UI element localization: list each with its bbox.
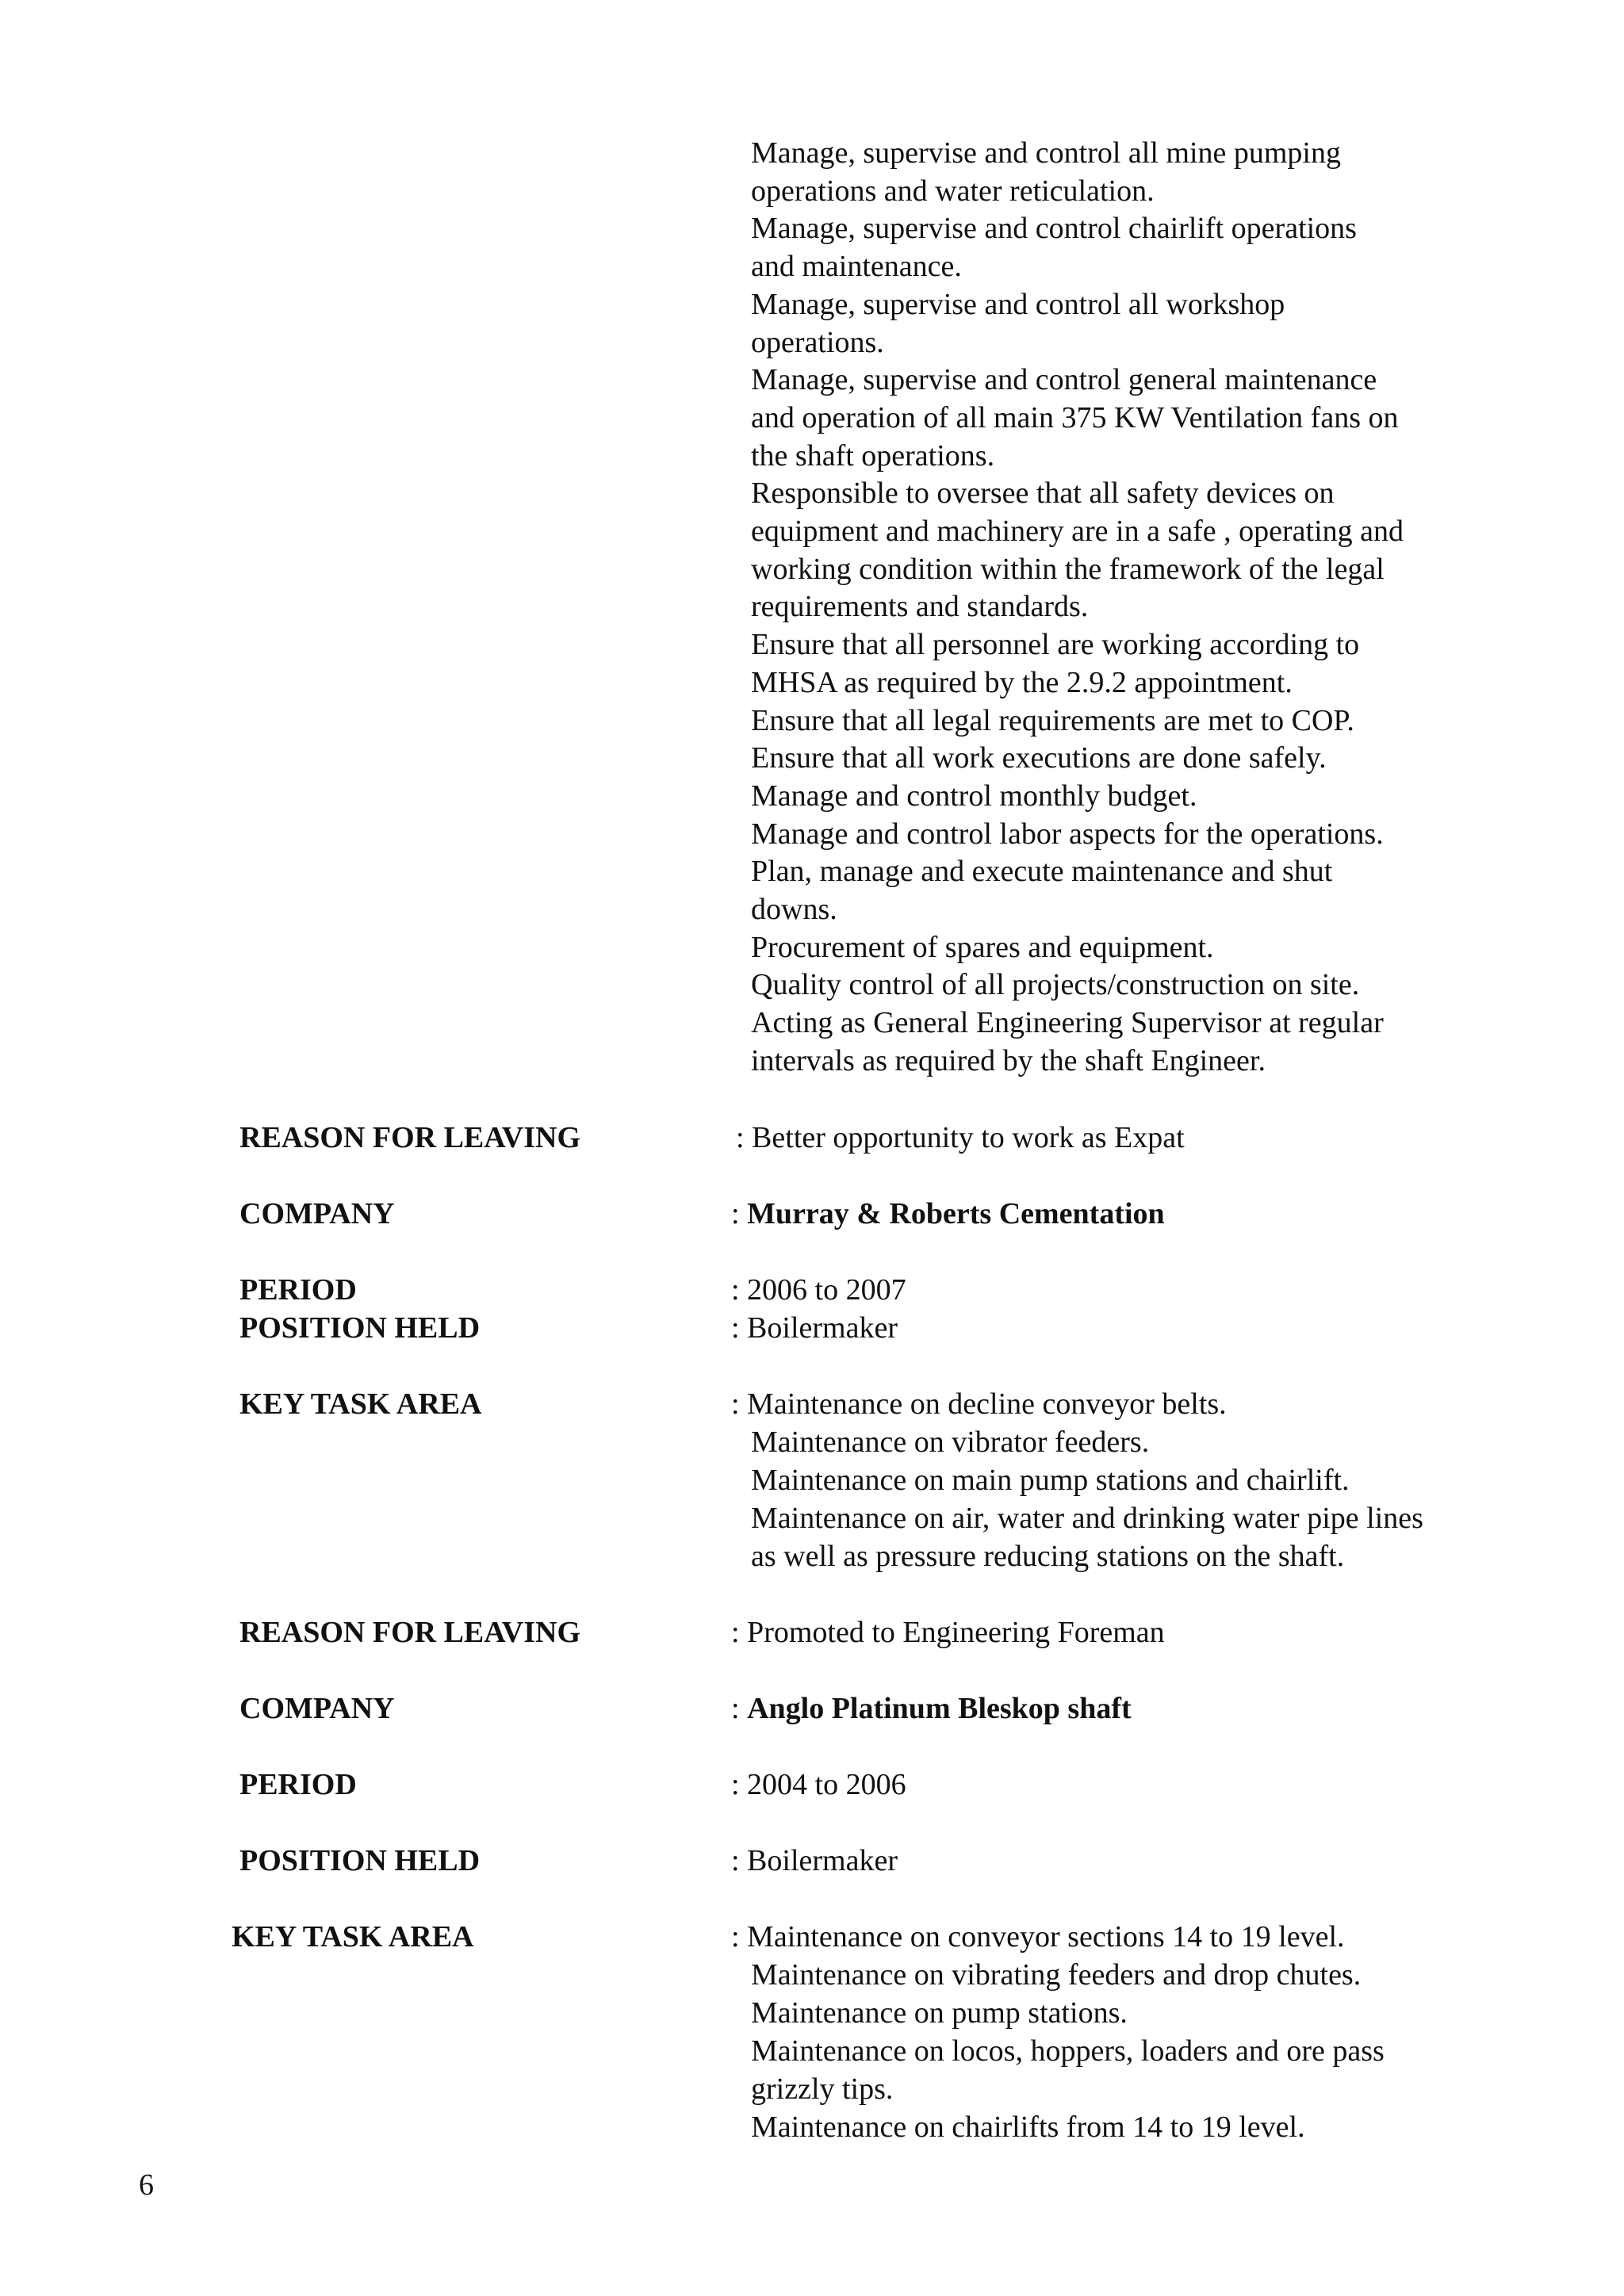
duty-line: Responsible to oversee that all safety devices on [751,476,1335,511]
period-label: PERIOD [239,1273,357,1307]
key-task-line: Maintenance on locos, hoppers, loaders and ore pass [751,2034,1385,2068]
company-value-murray [731,1196,1165,1234]
duty-line: Plan, manage and execute maintenance and shut [751,855,1333,889]
duty-line: the shaft operations. [751,438,995,473]
company-value-anglo [731,1690,1132,1728]
key-task-line: as well as pressure reducing stations on the shaft. [751,1540,1345,1573]
duty-line: Acting as General Engineering Supervisor at regular [751,1006,1384,1040]
reason-for-leaving-value: : Better opportunity to work as Expat [736,1121,1185,1154]
duty-line: Manage, supervise and control chairlift operations [751,212,1357,246]
duty-line: operations. [751,325,884,359]
key-task-line: Maintenance on main pump stations and chairlift. [751,1464,1350,1497]
reason-for-leaving-label: REASON FOR LEAVING [239,1121,581,1154]
duty-line: Procurement of spares and equipment. [751,930,1214,964]
duty-line: Ensure that all work executions are done safely. [751,741,1327,775]
company-label: COMPANY [239,1692,395,1725]
duty-line: and maintenance. [751,250,962,284]
key-task-line: Maintenance on chairlifts from 14 to 19 level. [751,2110,1305,2144]
key-task-line: grizzly tips. [751,2072,894,2106]
company-label: COMPANY [239,1197,395,1230]
page-number: 6 [139,2168,154,2202]
duties-list-top [751,135,1404,1081]
key-task-area-label: KEY TASK AREA [239,1387,482,1421]
company-name: Murray & Roberts Cementation [747,1197,1165,1230]
duty-line: requirements and standards. [751,590,1089,624]
key-task-line: Maintenance on vibrating feeders and drop chutes. [751,1958,1362,1992]
position-value-anglo: : Boilermaker [731,1844,898,1877]
duty-line: equipment and machinery are in a safe , operating and [751,515,1404,549]
duty-line: MHSA as required by the 2.9.2 appointment. [751,665,1293,699]
duty-line: Manage, supervise and control general maintenance [751,363,1377,397]
key-task-area-label: KEY TASK AREA [232,1920,474,1954]
duty-line: Manage and control monthly budget. [751,779,1197,813]
company-name: Anglo Platinum Bleskop shaft [747,1692,1132,1725]
key-task-line: Maintenance on pump stations. [751,1996,1128,2030]
duty-line: operations and water reticulation. [751,174,1155,208]
reason-for-leaving-value-murray: : Promoted to Engineering Foreman [731,1616,1165,1649]
position-value-murray: : Boilermaker [731,1311,898,1345]
duty-line: and operation of all main 375 KW Ventilation fans on [751,400,1399,434]
key-task-first-murray: : Maintenance on decline conveyor belts. [731,1387,1227,1421]
duty-line: Manage and control labor aspects for the operations. [751,817,1384,851]
duty-line: Manage, supervise and control all mine pumping [751,136,1341,170]
duty-line: downs. [751,893,837,927]
position-held-label: POSITION HELD [239,1844,481,1877]
duty-line: Quality control of all projects/construction on site. [751,968,1360,1002]
company-prefix: : [731,1197,748,1230]
period-value-murray: : 2006 to 2007 [731,1273,906,1307]
duty-line: Manage, supervise and control all workshop [751,287,1285,321]
company-prefix: : [731,1692,748,1725]
duty-line: working condition within the framework of the legal [751,552,1385,586]
position-held-label: POSITION HELD [239,1311,481,1345]
key-task-first-anglo: : Maintenance on conveyor sections 14 to 19 level. [731,1920,1345,1954]
period-label: PERIOD [239,1768,357,1801]
reason-for-leaving-label: REASON FOR LEAVING [239,1616,581,1649]
key-task-line: Maintenance on air, water and drinking water pipe lines [751,1502,1423,1535]
duty-line: Ensure that all personnel are working according to [751,628,1360,662]
duty-line: intervals as required by the shaft Engineer. [751,1043,1266,1077]
duty-line: Ensure that all legal requirements are met to COP. [751,703,1354,737]
period-value-anglo: : 2004 to 2006 [731,1768,906,1801]
key-task-line: Maintenance on vibrator feeders. [751,1425,1150,1459]
